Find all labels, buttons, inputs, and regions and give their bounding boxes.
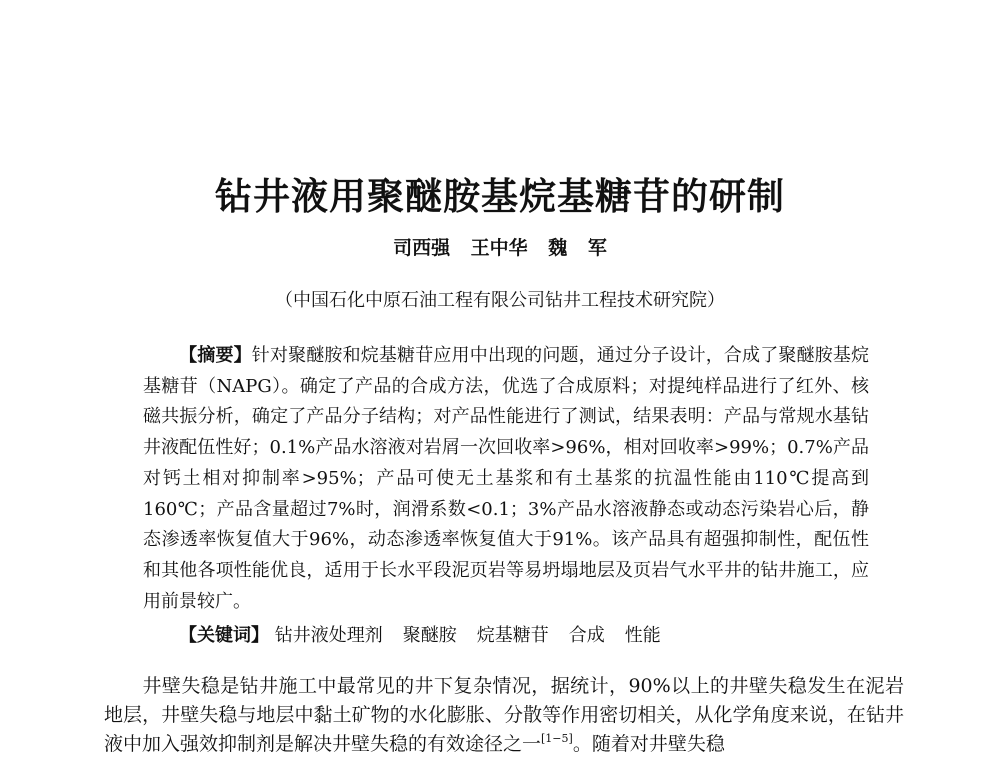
paper-affiliation: （中国石化中原石油工程有限公司钻井工程技术研究院） — [275, 290, 725, 311]
keyword-item: 钻井液处理剂 — [274, 625, 383, 646]
body-paragraph — [104, 672, 904, 759]
paper-authors: 司西强 王中华 魏 军 — [393, 237, 607, 259]
keyword-item: 性能 — [624, 625, 661, 646]
keywords-label: 【关键词】 — [179, 625, 269, 646]
keyword-item: 聚醚胺 — [402, 625, 457, 646]
citation-reference: [1−5] — [541, 732, 573, 745]
body-text: 井壁失稳是钻井施工中最常见的井下复杂情况，据统计，90%以上的井壁失稳发生在泥岩地层，井壁失稳与地层中黏土矿物的水化膨胀、分散等作用密切相关，从化学角度来说，在钻井液中加入强效抑制剂是解决井壁失稳的有效途径之一 — [104, 675, 904, 755]
abstract-label: 【摘要】 — [179, 345, 252, 366]
body-text-continued: 。随着对井壁失稳 — [572, 733, 725, 755]
keywords-line — [179, 621, 869, 647]
keyword-item: 烷基糖苷 — [476, 625, 549, 646]
paper-title: 钻井液用聚醚胺基烷基糖苷的研制 — [215, 175, 785, 218]
abstract-paragraph — [143, 341, 869, 617]
keyword-item: 合成 — [568, 625, 605, 646]
abstract-text: 针对聚醚胺和烷基糖苷应用中出现的问题，通过分子设计，合成了聚醚胺基烷基糖苷（NAPG）。确定了产品的合成方法，优选了合成原料；对提纯样品进行了红外、核磁共振分析，确定了产品分子结构；对产品性能进行了测试，结果表明：产品与常规水基钻井液配伍性好；0.1%产品水溶液对岩屑一次回收率>96%，相对回收率>99%；0.7%产品对钙土相对抑制率>95%；产品可使无土基浆和有土基浆的抗温性能由110℃提高到160℃；产品含量超过7%时，润滑系数<0.1；3%产品水溶液静态或动态污染岩心后，静态渗透率恢复值大于96%，动态渗透率恢复值大于91%。该产品具有超强抑制性，配伍性和其他各项性能优良，适用于长水平段泥页岩等易坍塌地层及页岩气水平井的钻井施工，应用前景较广。 — [143, 345, 870, 612]
